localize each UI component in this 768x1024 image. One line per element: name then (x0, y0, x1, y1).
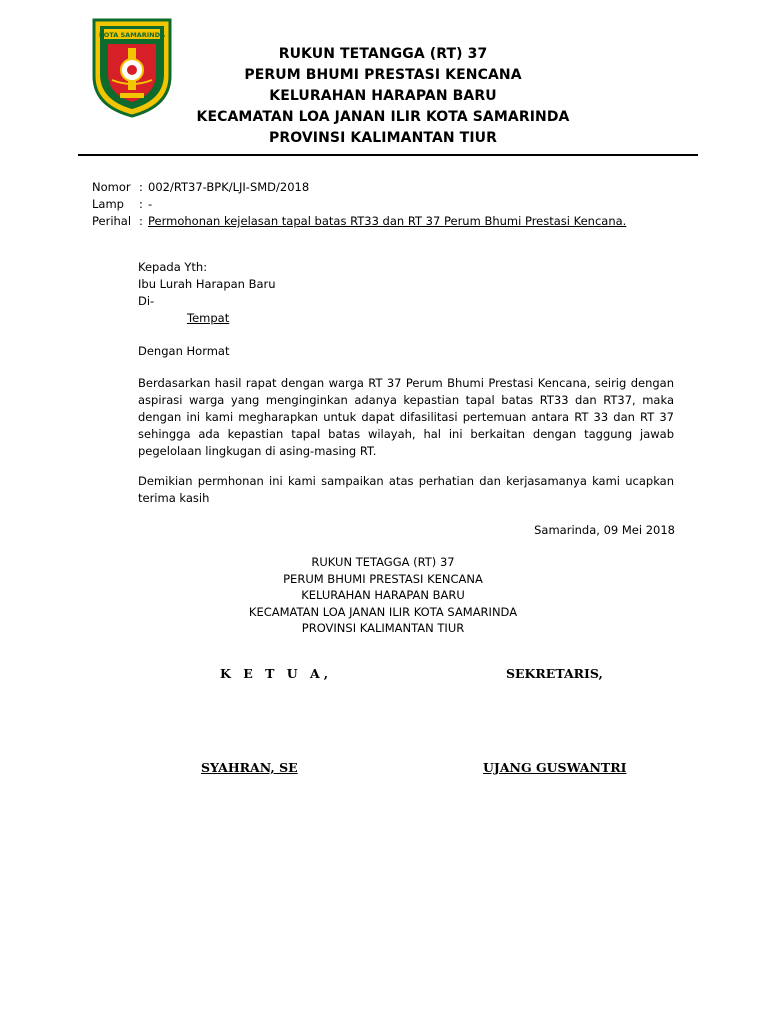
sekretaris-name: UJANG GUSWANTRI (483, 760, 627, 775)
letter-date: Samarinda, 09 Mei 2018 (534, 523, 675, 537)
letterhead-divider (78, 154, 698, 156)
emblem-text: KOTA SAMARINDA (99, 31, 165, 39)
nomor-colon: : (139, 180, 143, 194)
nomor-label: Nomor (92, 180, 131, 194)
signature-org-line-5: PROVINSI KALIMANTAN TIUR (301, 621, 465, 635)
letterhead-line-1: RUKUN TETANGGA (RT) 37 (278, 46, 488, 62)
recipient-line-4: Tempat (187, 311, 230, 325)
letterhead (190, 44, 576, 149)
body-paragraph-2: Demikian permhonan ini kami sampaikan atas perhatian dan kerjasamanya kami ucapkan terima kasih (138, 474, 674, 505)
meta-lamp (92, 196, 626, 213)
perihal-label: Perihal (92, 214, 132, 228)
sekretaris-role: SEKRETARIS, (506, 666, 603, 681)
letterhead-line-2: PERUM BHUMI PRESTASI KENCANA (244, 67, 522, 83)
nomor-value: 002/RT37-BPK/LJI-SMD/2018 (148, 180, 310, 194)
signature-organization (200, 554, 566, 637)
letterhead-line-5: PROVINSI KALIMANTAN TIUR (269, 130, 497, 146)
body-paragraph-1: Berdasarkan hasil rapat dengan warga RT 37 Perum Bhumi Prestasi Kencana, seirig dengan aspirasi warga yang menginginkan adanya kepastian tapal batas RT33 dan RT37, maka dengan ini kami megharapkan untuk dapat difasilitasi pertemuan antara RT 33 dan RT 37 sehingga ada kepastian tapal batas wilayah, hal ini berkaitan dengan taggung jawab pegelolaan lingkugan di asing-masing RT. (138, 376, 674, 458)
kota-samarinda-emblem-icon (90, 14, 174, 118)
letterhead-line-3: KELURAHAN HARAPAN BARU (269, 88, 497, 104)
lamp-label: Lamp (92, 197, 124, 211)
perihal-colon: : (139, 214, 143, 228)
letterhead-line-4: KECAMATAN LOA JANAN ILIR KOTA SAMARINDA (196, 109, 570, 125)
ketua-role: K E T U A, (220, 666, 333, 681)
signature-org-line-2: PERUM BHUMI PRESTASI KENCANA (283, 571, 483, 586)
perihal-value: Permohonan kejelasan tapal batas RT33 dan RT 37 Perum Bhumi Prestasi Kencana. (148, 214, 627, 228)
signature-org-line-4: KECAMATAN LOA JANAN ILIR KOTA SAMARINDA (248, 604, 518, 619)
recipient-address (138, 259, 276, 327)
recipient-line-2: Ibu Lurah Harapan Baru (138, 277, 276, 291)
lamp-value: - (148, 197, 153, 211)
letter-meta (92, 179, 626, 230)
meta-perihal (92, 213, 626, 230)
lamp-colon: : (139, 197, 143, 211)
greeting: Dengan Hormat (138, 344, 230, 358)
recipient-line-1: Kepada Yth: (138, 260, 208, 274)
recipient-line-3: Di- (138, 294, 155, 308)
ketua-name: SYAHRAN, SE (201, 760, 298, 775)
meta-nomor (92, 179, 626, 196)
signature-org-line-1: RUKUN TETAGGA (RT) 37 (311, 555, 455, 569)
signature-org-line-3: KELURAHAN HARAPAN BARU (301, 588, 465, 602)
